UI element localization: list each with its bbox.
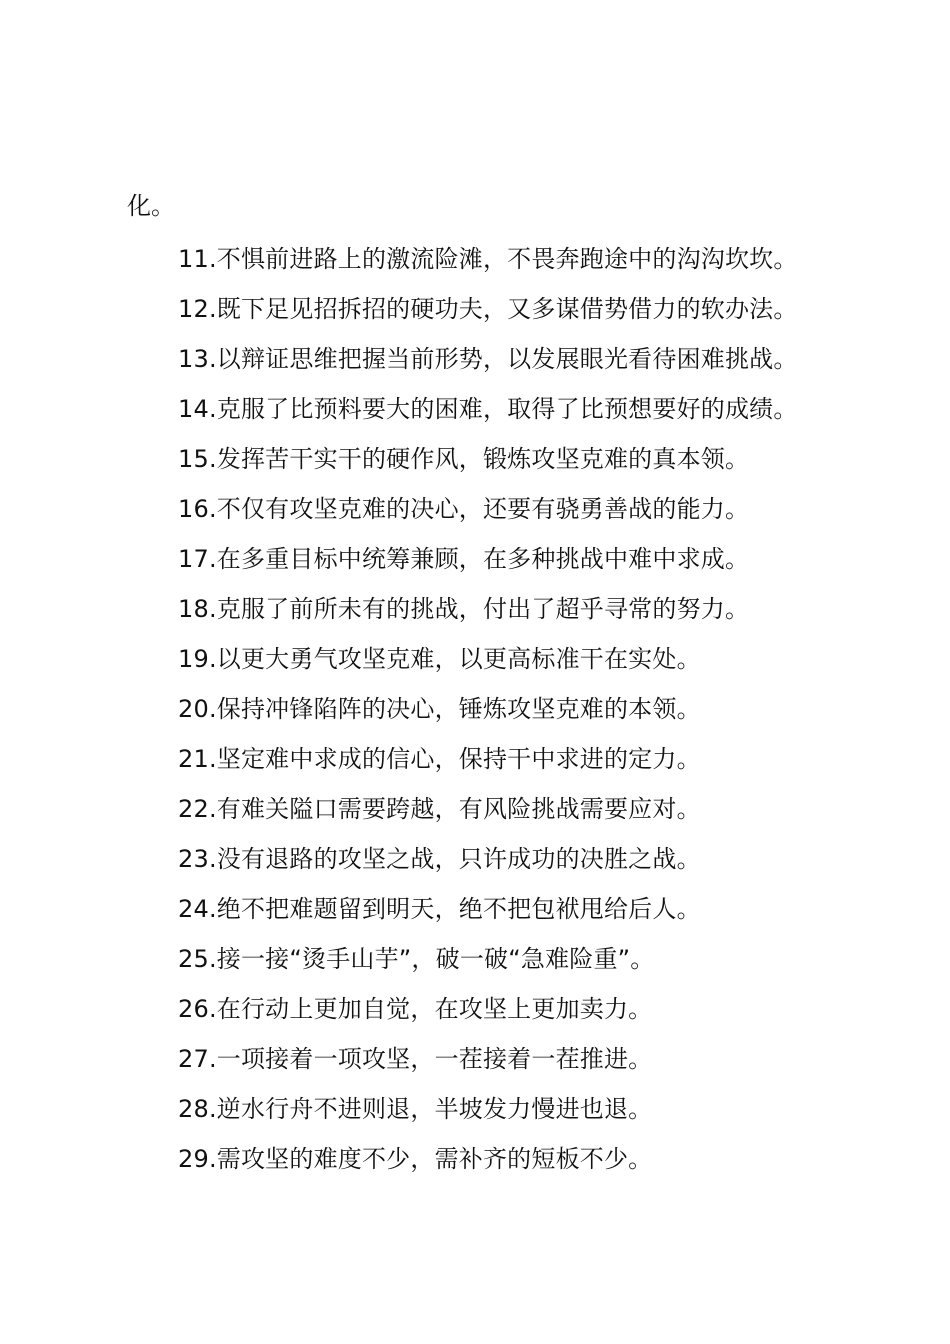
list-item: 15.发挥苦干实干的硬作风，锻炼攻坚克难的真本领。 — [178, 445, 750, 473]
list-item: 28.逆水行舟不进则退，半坡发力慢进也退。 — [178, 1095, 653, 1123]
list-item: 13.以辩证思维把握当前形势，以发展眼光看待困难挑战。 — [178, 345, 798, 373]
list-item: 21.坚定难中求成的信心，保持干中求进的定力。 — [178, 745, 701, 773]
list-item: 16.不仅有攻坚克难的决心，还要有骁勇善战的能力。 — [178, 495, 750, 523]
numbered-list — [178, 234, 798, 1184]
list-item: 23.没有退路的攻坚之战，只许成功的决胜之战。 — [178, 845, 701, 873]
list-item: 17.在多重目标中统筹兼顾，在多种挑战中难中求成。 — [178, 545, 750, 573]
list-item: 24.绝不把难题留到明天，绝不把包袱甩给后人。 — [178, 895, 701, 923]
list-item: 29.需攻坚的难度不少，需补齐的短板不少。 — [178, 1145, 653, 1173]
list-item: 18.克服了前所未有的挑战，付出了超乎寻常的努力。 — [178, 595, 750, 623]
list-item: 27.一项接着一项攻坚，一茬接着一茬推进。 — [178, 1045, 653, 1073]
list-item: 19.以更大勇气攻坚克难，以更高标准干在实处。 — [178, 645, 701, 673]
list-item: 25.接一接“烫手山芋”，破一破“急难险重”。 — [178, 945, 655, 973]
continuation-text: 化。 — [127, 192, 175, 220]
list-item: 12.既下足见招拆招的硬功夫，又多谋借势借力的软办法。 — [178, 295, 798, 323]
list-item: 20.保持冲锋陷阵的决心，锤炼攻坚克难的本领。 — [178, 695, 701, 723]
list-item: 22.有难关隘口需要跨越，有风险挑战需要应对。 — [178, 795, 701, 823]
list-item: 26.在行动上更加自觉，在攻坚上更加卖力。 — [178, 995, 653, 1023]
list-item: 11.不惧前进路上的激流险滩，不畏奔跑途中的沟沟坎坎。 — [178, 245, 798, 273]
list-item: 14.克服了比预料要大的困难，取得了比预想要好的成绩。 — [178, 395, 798, 423]
